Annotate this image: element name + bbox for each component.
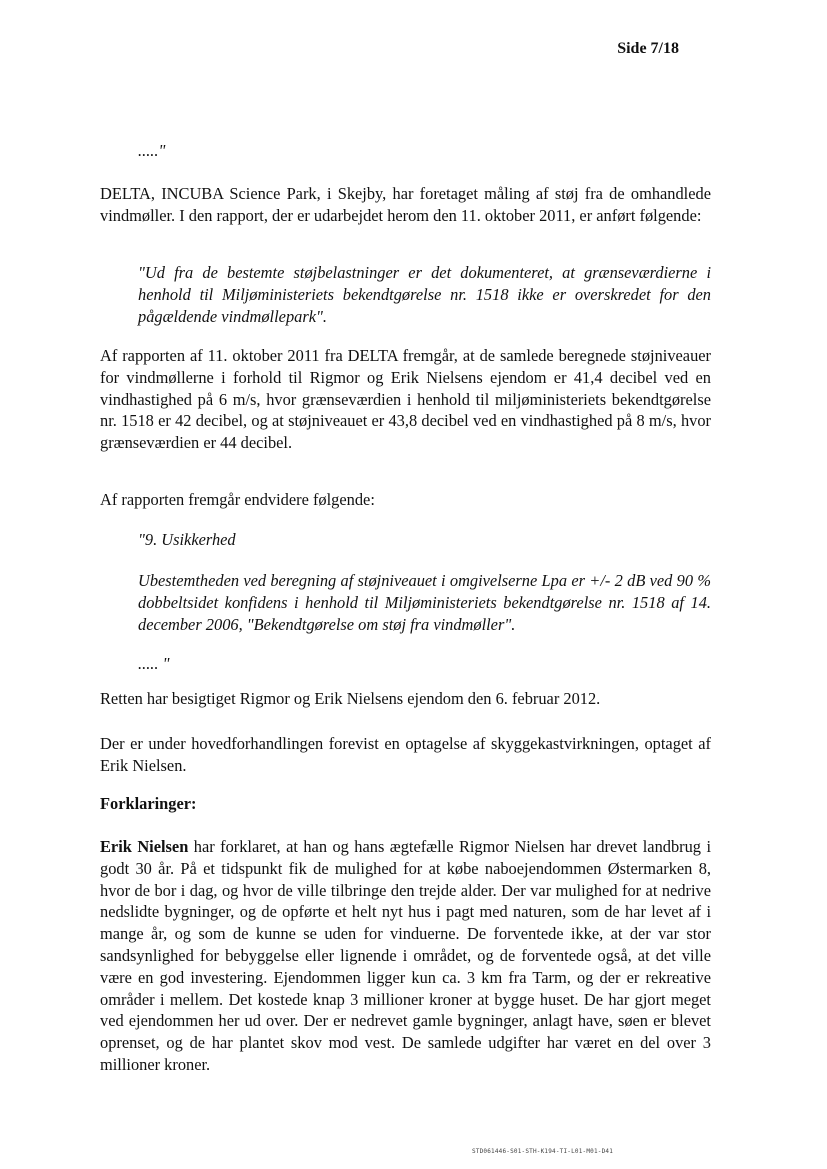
paragraph-shadow-recording: Der er under hovedforhandlingen forevist en optagelse af skyggekastvirkningen, optaget af Erik Nielsen.: [100, 734, 711, 775]
paragraph-noise-levels: Af rapporten af 11. oktober 2011 fra DELTA fremgår, at de samlede beregnede støjniveauer for vindmøllerne i forhold til Rigmor og Erik Nielsens ejendom er 41,4 decibel ved en vindhastighed på 6 m/s, hvor grænseværdien i henhold til miljøministeriets bekendtgørelse nr. 1518 er 42 decibel, og at støjniveauet er 43,8 decibel ved en vindhastighed på 8 m/s, hvor grænseværdien er 44 decibel.: [100, 346, 711, 453]
paragraph-inspection: Retten har besigtiget Rigmor og Erik Nielsens ejendom den 6. februar 2012.: [100, 689, 601, 708]
document-code: STD061446-S01-STH-K194-TI-L01-M01-D41: [472, 1148, 614, 1155]
page-number: Side 7/18: [617, 40, 679, 57]
quote-uncertainty-body: Ubestemtheden ved beregning af støjniveauet i omgivelserne Lpa er +/- 2 dB ved 90 % dobbeltsidet konfidens i henhold til Miljøministeriets bekendtgørelse nr. 1518 af 14. december 2006, "Bekendtgørelse om støj fra vindmøller".: [138, 571, 711, 634]
ellipsis-quote-end-2: ..... ": [138, 654, 170, 673]
statement-text: har forklaret, at han og hans ægtefælle Rigmor Nielsen har drevet landbrug i godt 30 år. På et tidspunkt fik de mulighed for at købe naboejendommen Østermarken 8, hvor de bor i dag, og hvor de ville tilbringe den trejde alder. Der var mulighed for at nedrive nedslidte bygninger, og de opførte et helt nyt hus i pagt med naturen, som de har levet af i mange år, og som de kunne se uden for vinduerne. De forventede ikke, at der var stor sandsynlighed for bebyggelse eller lignende i området, og de forventede også, at det ville være en god investering. Ejendommen ligger kun ca. 3 km fra Tarm, og der er rekreative områder i mellem. Det kostede knap 3 millioner kroner at bygge huset. De har gjort meget ved ejendommen her ud over. Der er nedrevet gamle bygninger, anlagt have, søen er blevet oprenset, og de har plantet skov mod vest. De samlede udgifter har været en del over 3 millioner kroner.: [100, 837, 711, 1074]
witness-name: Erik Nielsen: [100, 837, 189, 856]
quote-uncertainty-title: "9. Usikkerhed: [138, 530, 236, 549]
paragraph-report-further: Af rapporten fremgår endvidere følgende:: [100, 490, 375, 509]
quote-report-conclusion: "Ud fra de bestemte støjbelastninger er det dokumenteret, at grænseværdierne i henhold til Miljøministeriets bekendtgørelse nr. 1518 ikke er overskredet for den pågældende vindmøllepark".: [138, 263, 711, 326]
section-heading: Forklaringer:: [100, 794, 197, 813]
ellipsis-quote-end: .....": [138, 141, 166, 160]
paragraph-erik-nielsen-statement: [100, 836, 711, 1076]
paragraph-delta-measurement: DELTA, INCUBA Science Park, i Skejby, har foretaget måling af støj fra de omhandlede vindmøller. I den rapport, der er udarbejdet herom den 11. oktober 2011, er anført følgende:: [100, 184, 711, 225]
